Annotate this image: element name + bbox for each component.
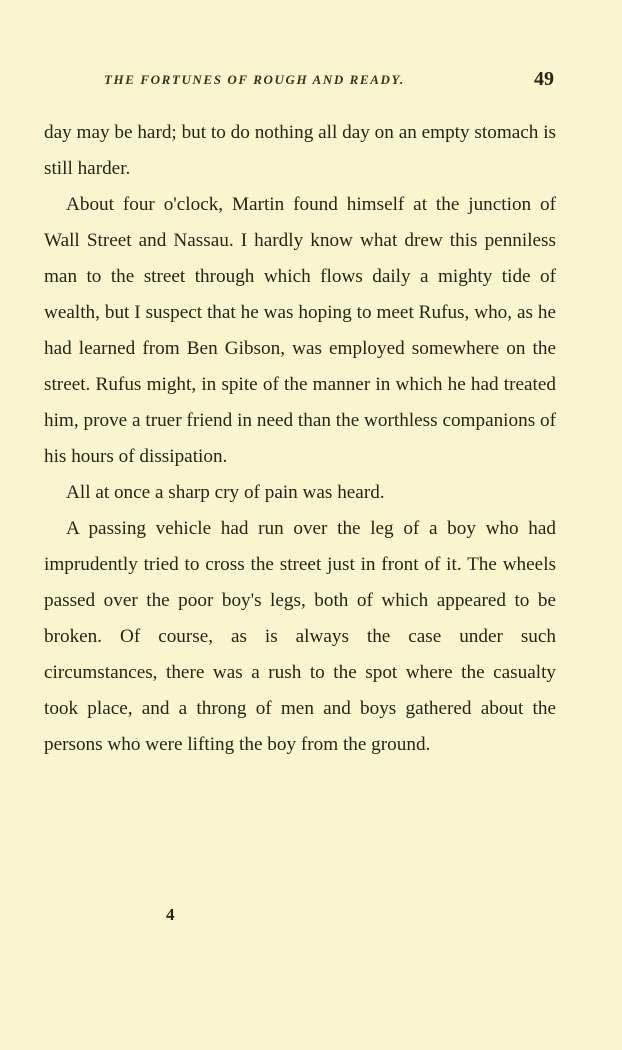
page-number: 49 [534, 68, 554, 90]
paragraph: All at once a sharp cry of pain was heard. [66, 482, 385, 503]
paragraph-continued: day may be hard; but to do nothing all day on an empty stomach is still harder. [44, 122, 556, 179]
running-title: THE FORTUNES OF ROUGH AND READY. [104, 72, 405, 87]
paragraph: A passing vehicle had run over the leg of a boy who had imprudently tried to cross the street just in front of it. The wheels passed over the poor boy's legs, both of which appeared to be broken. Of course, as is always the case under such circumstances, there was a rush to the spot where the casualty took place, and a throng of men and boys gathered about the persons who were lifting the boy from the ground. [44, 518, 556, 755]
body-text [44, 115, 556, 763]
page-header [44, 68, 556, 96]
signature-mark: 4 [166, 905, 175, 924]
paragraph: About four o'clock, Martin found himself at the junction of Wall Street and Nassau. I hardly know what drew this penniless man to the street through which flows daily a mighty tide of wealth, but I suspect that he was hoping to meet Rufus, who, as he had learned from Ben Gibson, was employed somewhere on the street. Rufus might, in spite of the manner in which he had treated him, prove a truer friend in need than the worthless companions of his hours of dissipation. [44, 194, 556, 467]
